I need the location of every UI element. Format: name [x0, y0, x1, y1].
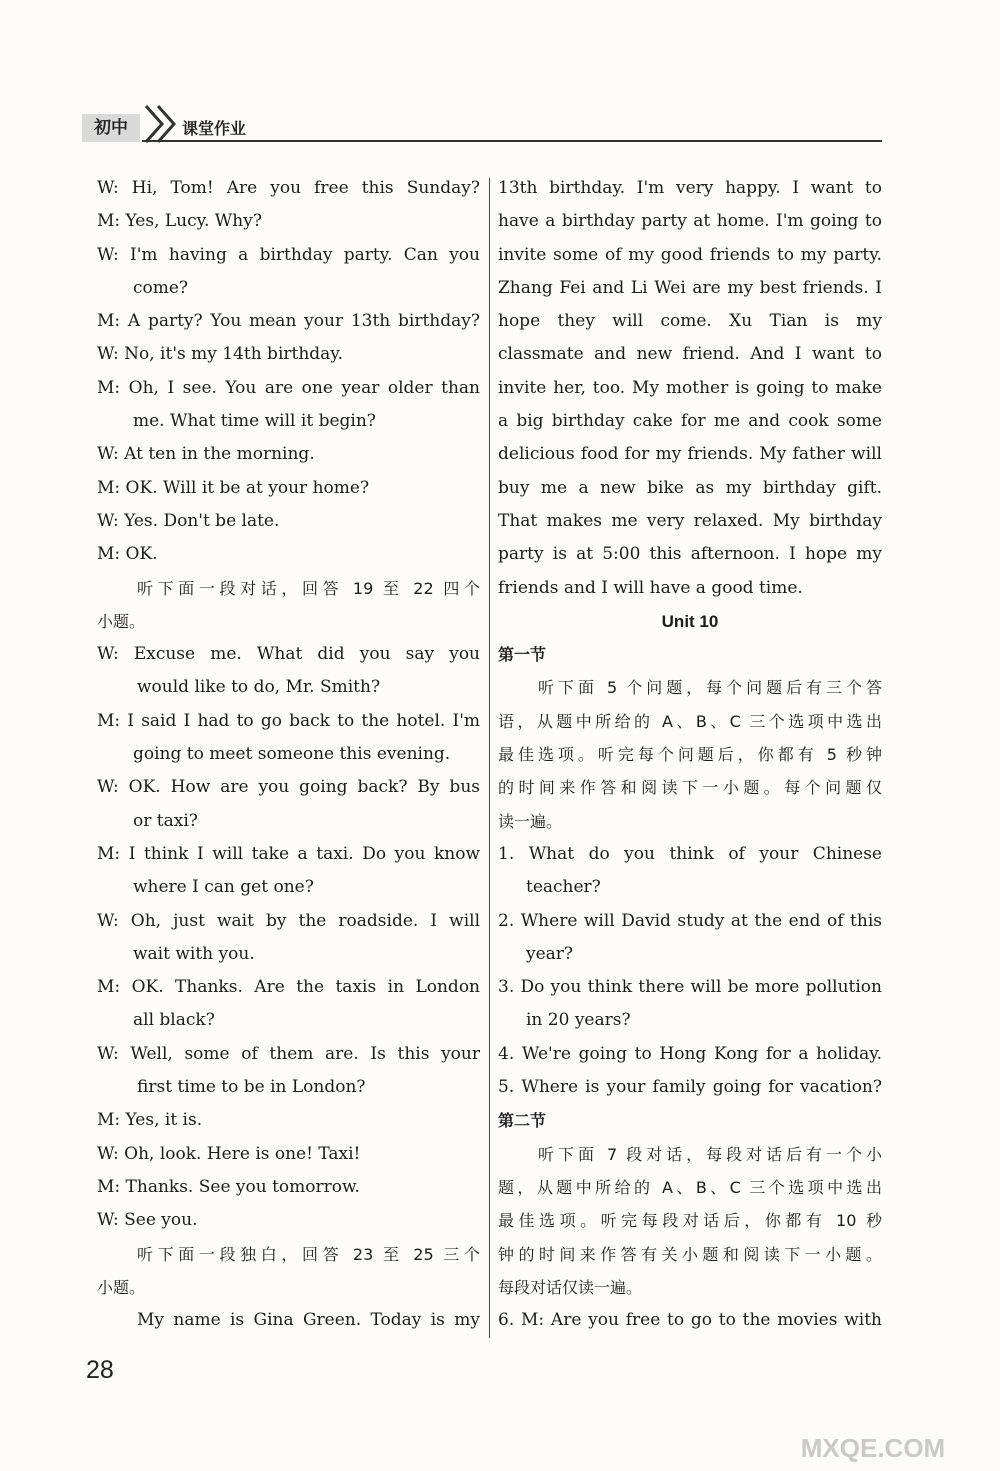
text-line: friends and I will have a good time. — [498, 577, 803, 598]
text-line: wait with you. — [133, 943, 255, 964]
text-line: 听下面 7 段对话，每段对话后有一个小 — [538, 1144, 882, 1164]
text-line: going to meet someone this evening. — [133, 744, 451, 765]
site-watermark — [768, 1395, 978, 1465]
text-line: 最佳选项。听完每段对话后，你都有 10 秒 — [498, 1211, 882, 1231]
text-line: 小题。 — [97, 1277, 146, 1297]
text-line: 最佳选项。听完每个问题后，你都有 5 秒钟 — [498, 745, 882, 765]
text-line: M: Yes, it is. — [97, 1110, 203, 1131]
text-line: M: A party? You mean your 13th birthday? — [97, 311, 480, 332]
text-line: invite some of my good friends to my party. — [498, 244, 882, 265]
text-line: My name is Gina Green. Today is my — [137, 1310, 480, 1331]
text-line: W: No, it's my 14th birthday. — [97, 344, 344, 365]
text-line: 读一遍。 — [498, 811, 563, 831]
column-divider — [489, 178, 490, 1338]
text-line: 3. Do you think there will be more pollution — [498, 977, 882, 998]
text-line: 钟的时间来作答有关小题和阅读下一小题。 — [498, 1244, 882, 1264]
right-column — [498, 172, 882, 1337]
text-line: W: I'm having a birthday party. Can you — [97, 244, 480, 265]
text-line: 1. What do you think of your Chinese — [498, 843, 882, 864]
text-line: party is at 5:00 this afternoon. I hope my — [498, 544, 882, 565]
text-line: W: See you. — [97, 1210, 198, 1231]
text-line: delicious food for my friends. My father will — [498, 444, 882, 465]
text-line: hope they will come. Xu Tian is my — [498, 311, 882, 332]
left-column — [97, 172, 480, 1337]
text-line: M: I think I will take a taxi. Do you know — [97, 843, 480, 864]
text-line: Unit 10 — [661, 611, 719, 631]
text-line: M: OK. — [97, 544, 158, 565]
text-line: M: OK. Thanks. Are the taxis in London — [97, 977, 480, 998]
text-line: W: Oh, look. Here is one! Taxi! — [97, 1143, 361, 1164]
text-line: W: Yes. Don't be late. — [97, 510, 280, 531]
text-line: buy me a new bike as my birthday gift. — [498, 477, 882, 498]
text-line: first time to be in London? — [137, 1077, 366, 1098]
text-line: 语，从题中所给的 A、B、C 三个选项中选出 — [498, 711, 882, 731]
text-line: 5. Where is your family going for vacation? — [498, 1077, 882, 1098]
header-title: 课堂作业 — [182, 119, 247, 138]
text-line: or taxi? — [133, 810, 198, 831]
page-number: 28 — [86, 1356, 114, 1384]
text-line: That makes me very relaxed. My birthday — [498, 510, 882, 531]
text-line: W: At ten in the morning. — [97, 444, 315, 465]
text-line: me. What time will it begin? — [133, 411, 376, 432]
text-line: W: OK. How are you going back? By bus — [97, 777, 480, 798]
text-line: 第二节 — [498, 1111, 547, 1131]
text-line: 4. We're going to Hong Kong for a holiday. — [498, 1043, 882, 1064]
text-line: 13th birthday. I'm very happy. I want to — [498, 178, 882, 198]
text-line: come? — [133, 277, 189, 298]
text-line: 听下面一段独白，回答 23 至 25 三个 — [137, 1244, 480, 1264]
text-line: invite her, too. My mother is going to make — [498, 377, 882, 398]
text-line: M: Yes, Lucy. Why? — [97, 211, 262, 232]
text-line: M: I said I had to go back to the hotel. I'm — [97, 710, 480, 731]
svg-text:MXQE.COM: MXQE.COM — [800, 1433, 946, 1463]
text-line: teacher? — [526, 877, 601, 898]
text-line: 2. Where will David study at the end of this — [498, 910, 882, 931]
text-line: a big birthday cake for me and cook some — [498, 411, 882, 432]
text-line: Zhang Fei and Li Wei are my best friends. I — [498, 277, 882, 298]
text-line: M: Thanks. See you tomorrow. — [97, 1176, 360, 1197]
text-line: W: Oh, just wait by the roadside. I will — [97, 910, 480, 931]
text-line: 题，从题中所给的 A、B、C 三个选项中选出 — [498, 1177, 882, 1197]
text-line: where I can get one? — [133, 877, 314, 898]
text-line: all black? — [133, 1010, 215, 1031]
text-line: 的时间来作答和阅读下一小题。每个问题仅 — [498, 778, 882, 798]
text-line: W: Well, some of them are. Is this your — [97, 1043, 480, 1064]
text-line: W: Excuse me. What did you say you — [97, 644, 480, 665]
text-line: 听下面 5 个问题，每个问题后有三个答 — [538, 678, 882, 698]
text-line: W: Hi, Tom! Are you free this Sunday? — [97, 178, 480, 198]
text-line: have a birthday party at home. I'm going to — [498, 211, 882, 232]
text-line: 小题。 — [97, 611, 146, 631]
page-header — [82, 100, 882, 144]
text-line: 听下面一段对话，回答 19 至 22 四个 — [137, 578, 480, 598]
text-line: classmate and new friend. And I want to — [498, 344, 882, 365]
header-rule — [142, 140, 882, 142]
text-line: 6. M: Are you free to go to the movies with — [498, 1310, 882, 1331]
text-line: would like to do, Mr. Smith? — [137, 677, 381, 698]
grade-badge: 初中 — [82, 114, 140, 142]
text-line: M: Oh, I see. You are one year older than — [97, 377, 480, 398]
text-line: in 20 years? — [526, 1010, 631, 1031]
text-line: M: OK. Will it be at your home? — [97, 477, 370, 498]
text-line: year? — [526, 943, 574, 964]
text-line: 第一节 — [498, 645, 547, 665]
text-line: 每段对话仅读一遍。 — [498, 1277, 643, 1297]
